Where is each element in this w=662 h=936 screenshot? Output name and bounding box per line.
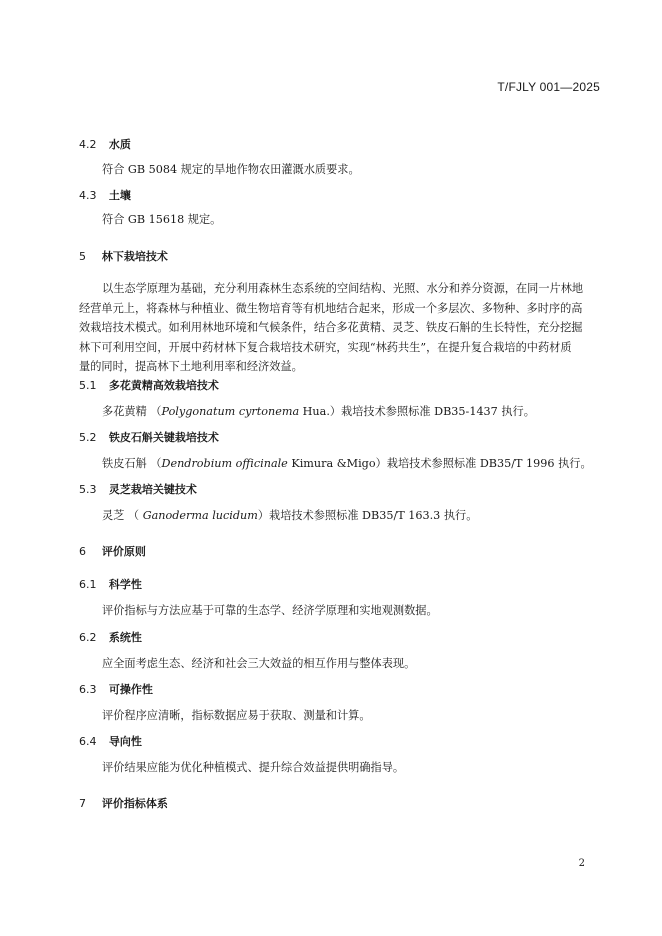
latin-name: Ganoderma lucidum <box>142 509 258 522</box>
section-number: 5 <box>79 250 86 263</box>
paragraph-5-1 <box>102 403 535 419</box>
heading-5-3 <box>79 481 197 497</box>
paragraph-6-1: 评价指标与方法应基于可靠的生态学、经济学原理和实地观测数据。 <box>102 604 438 617</box>
section-title: 多花黄精高效栽培技术 <box>108 379 219 392</box>
paragraph-6-2: 应全面考虑生态、经济和社会三大效益的相互作用与整体表现。 <box>102 657 416 670</box>
heading-5-2 <box>79 429 219 445</box>
section-number: 7 <box>79 797 86 810</box>
text-part: Hua.）栽培技术参照标准 DB35-1437 执行。 <box>299 405 535 418</box>
section-number: 6.3 <box>79 683 97 696</box>
paragraph-5 <box>79 279 583 377</box>
text-part: 灵芝 （ <box>102 509 143 522</box>
section-number: 6 <box>79 545 86 558</box>
section-number: 5.1 <box>79 379 97 392</box>
paragraph-4-3: 符合 GB 15618 规定。 <box>102 213 222 226</box>
section-number: 6.1 <box>79 578 97 591</box>
paragraph-6-4: 评价结果应能为优化种植模式、提升综合效益提供明确指导。 <box>102 761 405 774</box>
heading-4-3 <box>79 187 131 203</box>
heading-7 <box>79 795 168 811</box>
section-number: 4.2 <box>79 138 97 151</box>
paragraph-line: 林下可利用空间，开展中药材林下复合栽培技术研究，实现“林药共生”，在提升复合栽培的中药材质 <box>79 340 572 354</box>
heading-4-2 <box>79 136 131 152</box>
paragraph-5-2 <box>102 455 592 471</box>
heading-6 <box>79 543 146 559</box>
heading-6-1 <box>79 576 142 592</box>
latin-name: Dendrobium officinale <box>161 457 288 470</box>
paragraph-line: 效栽培技术模式。如利用林地环境和气候条件，结合多花黄精、灵芝、铁皮石斛的生长特性，充分挖掘 <box>79 321 583 334</box>
paragraph-4-2: 符合 GB 5084 规定的旱地作物农田灌溉水质要求。 <box>102 163 360 176</box>
section-number: 5.3 <box>79 483 97 496</box>
section-title: 科学性 <box>108 578 142 591</box>
section-number: 6.4 <box>79 735 97 748</box>
section-number: 6.2 <box>79 631 97 644</box>
section-number: 5.2 <box>79 431 97 444</box>
text-part: Kimura &Migo）栽培技术参照标准 DB35/T 1996 执行。 <box>287 457 592 470</box>
text-part: 多花黄精 （ <box>102 405 162 418</box>
heading-5 <box>79 248 168 264</box>
paragraph-line: 以生态学原理为基础，充分利用森林生态系统的空间结构、光照、水分和养分资源，在同一片林地 <box>102 282 584 295</box>
section-title: 铁皮石斛关键栽培技术 <box>108 431 219 444</box>
section-title: 土壤 <box>108 189 131 202</box>
heading-6-3 <box>79 681 153 697</box>
section-title: 林下栽培技术 <box>101 250 168 263</box>
paragraph-line: 经营单元上，将森林与种植业、微生物培育等有机地结合起来，形成一个多层次、多物种、多时序的高 <box>79 301 583 315</box>
section-title: 评价指标体系 <box>101 797 168 810</box>
paragraph-5-3 <box>102 507 477 523</box>
section-title: 系统性 <box>108 631 142 644</box>
section-title: 评价原则 <box>101 545 146 558</box>
heading-5-1 <box>79 377 219 393</box>
heading-6-2 <box>79 629 142 645</box>
section-title: 灵芝栽培关键技术 <box>108 483 197 496</box>
paragraph-line: 量的同时，提高林下土地利用率和经济效益。 <box>79 360 303 373</box>
text-part: ）栽培技术参照标准 DB35/T 163.3 执行。 <box>257 509 478 522</box>
section-title: 导向性 <box>108 735 142 748</box>
text-part: 铁皮石斛 （ <box>102 457 162 470</box>
section-number: 4.3 <box>79 189 97 202</box>
page-number: 2 <box>578 858 585 869</box>
section-title: 可操作性 <box>108 683 153 696</box>
latin-name: Polygonatum cyrtonema <box>161 405 300 418</box>
heading-6-4 <box>79 733 142 749</box>
section-title: 水质 <box>108 138 131 151</box>
paragraph-6-3: 评价程序应清晰，指标数据应易于获取、测量和计算。 <box>102 709 371 722</box>
standard-code: T/FJLY 001—2025 <box>497 80 600 94</box>
